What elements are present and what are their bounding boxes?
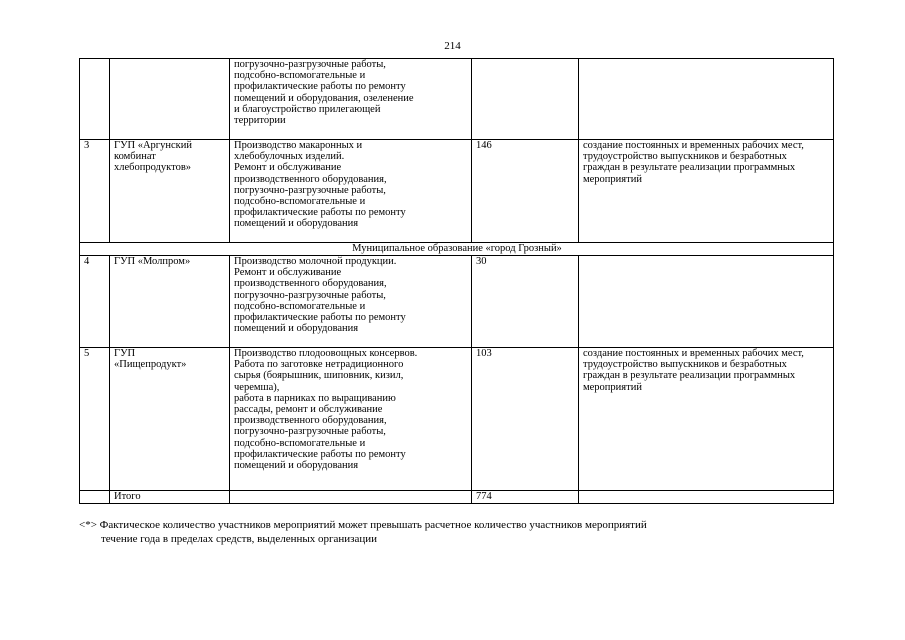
row-number: [80, 491, 110, 504]
expected-result: создание постоянных и временных рабочих мест, трудоустройство выпускников и безработных граждан в результате реализации программных мероприятий: [579, 140, 834, 243]
footnote-line-2: течение года в пределах средств, выделенных организации: [101, 533, 378, 545]
total-row: [80, 491, 834, 504]
activity-description: [230, 491, 472, 504]
total-count: 774: [472, 491, 579, 504]
activity-description: погрузочно-разгрузочные работы, подсобно-вспомогательные и профилактические работы по ремонту помещений и оборудования, озеленение и благоустройство прилегающей территории: [230, 59, 472, 140]
table-row: [80, 140, 834, 243]
organization-name: ГУП «Пищепродукт»: [110, 348, 230, 491]
participant-count: 103: [472, 348, 579, 491]
page-number: 214: [444, 40, 461, 52]
expected-result: [579, 491, 834, 504]
organization-name: ГУП «Молпром»: [110, 256, 230, 348]
table-row: [80, 59, 834, 140]
table-row: [80, 256, 834, 348]
section-heading: Муниципальное образование «город Грозный»: [80, 243, 834, 256]
row-number: [80, 59, 110, 140]
activity-description: Производство плодоовощных консервов. Работа по заготовке нетрадиционного сырья (боярышник, шиповник, кизил, черемша), работа в парниках по выращиванию рассады, ремонт и обслуживание производственного оборудования, погрузочно-разгрузочные работы, подсобно-вспомогательные и профилактические работы по ремонту помещений и оборудования: [230, 348, 472, 491]
participant-count: 30: [472, 256, 579, 348]
programs-table: [79, 58, 834, 504]
footnote-line-1: <*> Фактическое количество участников мероприятий может превышать расчетное количество участников мероприятий: [79, 519, 647, 531]
total-label: Итого: [110, 491, 230, 504]
activity-description: Производство макаронных и хлебобулочных изделий. Ремонт и обслуживание производственного оборудования, погрузочно-разгрузочные работы, подсобно-вспомогательные и профилактические работы по ремонту помещений и оборудования: [230, 140, 472, 243]
row-number: 3: [80, 140, 110, 243]
organization-name: [110, 59, 230, 140]
expected-result: [579, 256, 834, 348]
footnote: [79, 518, 839, 546]
section-row: [80, 243, 834, 256]
table-row: [80, 348, 834, 491]
participant-count: 146: [472, 140, 579, 243]
activity-description: Производство молочной продукции. Ремонт и обслуживание производственного оборудования, погрузочно-разгрузочные работы, подсобно-вспомогательные и профилактические работы по ремонту помещений и оборудования: [230, 256, 472, 348]
row-number: 5: [80, 348, 110, 491]
organization-name: ГУП «Аргунский комбинат хлебопродуктов»: [110, 140, 230, 243]
expected-result: создание постоянных и временных рабочих мест, трудоустройство выпускников и безработных граждан в результате реализации программных мероприятий: [579, 348, 834, 491]
row-number: 4: [80, 256, 110, 348]
expected-result: [579, 59, 834, 140]
participant-count: [472, 59, 579, 140]
